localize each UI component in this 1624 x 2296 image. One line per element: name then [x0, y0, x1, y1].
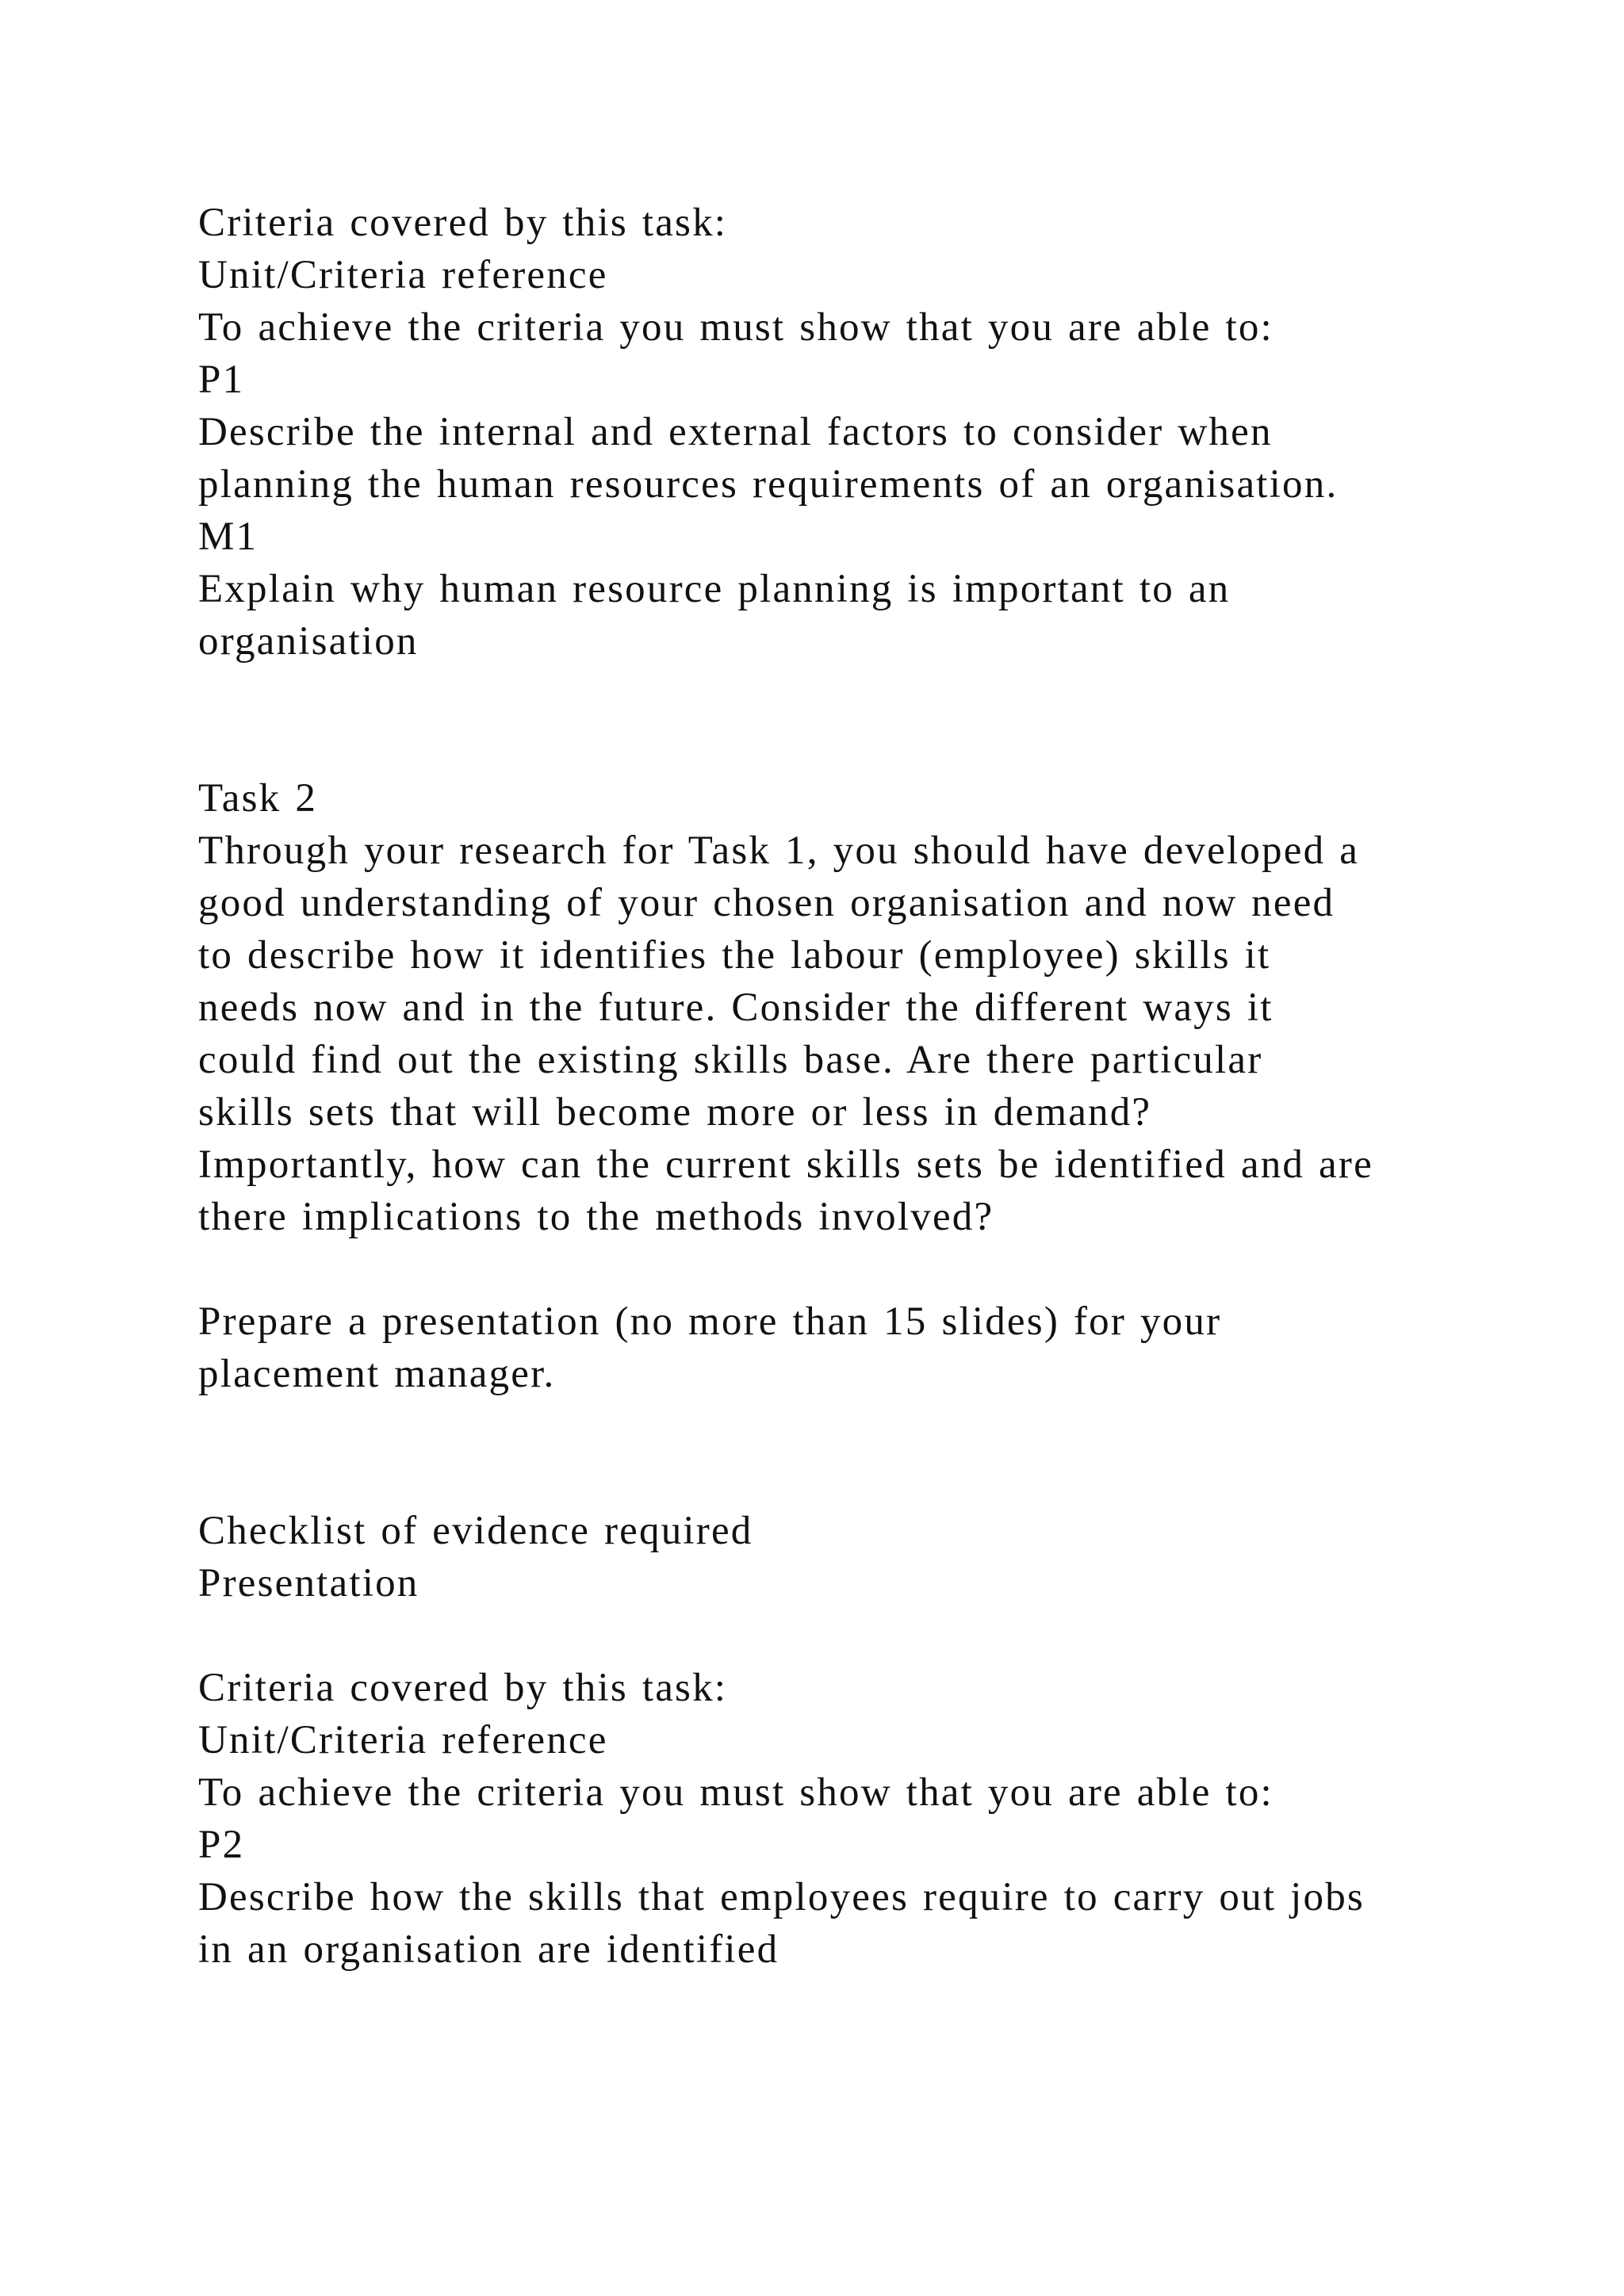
- criterion-code-p1: P1: [198, 358, 245, 402]
- task-2-paragraph-line-7: Importantly, how can the current skills sets be identified and are: [198, 1142, 1373, 1187]
- task-2-paragraph-line-4: needs now and in the future. Consider the different ways it: [198, 985, 1274, 1030]
- document-body: [198, 197, 1546, 1976]
- unit-reference-2: Unit/Criteria reference: [198, 1718, 608, 1762]
- criterion-p2-text-line-1: Describe how the skills that employees require to carry out jobs: [198, 1875, 1365, 1919]
- achieve-instruction-2: To achieve the criteria you must show that you are able to:: [198, 1770, 1274, 1815]
- paragraph-spacer: [198, 1243, 1546, 1295]
- achieve-instruction-1: To achieve the criteria you must show that you are able to:: [198, 305, 1274, 350]
- presentation-instruction-line-1: Prepare a presentation (no more than 15 slides) for your: [198, 1299, 1222, 1344]
- unit-reference-1: Unit/Criteria reference: [198, 253, 608, 297]
- task-2-paragraph-line-2: good understanding of your chosen organisation and now need: [198, 881, 1335, 925]
- criterion-p1-text-line-1: Describe the internal and external factors to consider when: [198, 410, 1273, 454]
- task-2-paragraph-line-1: Through your research for Task 1, you should have developed a: [198, 828, 1360, 873]
- section-spacer: [198, 1400, 1546, 1505]
- section-spacer: [198, 668, 1546, 772]
- paragraph-spacer: [198, 1609, 1546, 1662]
- checklist-heading: Checklist of evidence required: [198, 1509, 753, 1553]
- criterion-m1-text-line-1: Explain why human resource planning is important to an: [198, 567, 1231, 611]
- criterion-code-p2: P2: [198, 1823, 245, 1867]
- criteria-heading-2: Criteria covered by this task:: [198, 1666, 728, 1710]
- criterion-p1-text-line-2: planning the human resources requirements of an organisation.: [198, 462, 1339, 507]
- criterion-p2-text-line-2: in an organisation are identified: [198, 1927, 779, 1972]
- task-2-paragraph-line-8: there implications to the methods involved?: [198, 1195, 994, 1239]
- task-2-heading: Task 2: [198, 776, 318, 821]
- presentation-instruction-line-2: placement manager.: [198, 1352, 556, 1396]
- criteria-heading-1: Criteria covered by this task:: [198, 201, 728, 245]
- task-2-paragraph-line-3: to describe how it identifies the labour (employee) skills it: [198, 933, 1271, 978]
- task-2-paragraph-line-5: could find out the existing skills base. Are there particular: [198, 1038, 1263, 1082]
- criterion-code-m1: M1: [198, 515, 259, 559]
- checklist-item-presentation: Presentation: [198, 1561, 419, 1605]
- criterion-m1-text-line-2: organisation: [198, 619, 419, 664]
- task-2-paragraph-line-6: skills sets that will become more or less in demand?: [198, 1090, 1152, 1135]
